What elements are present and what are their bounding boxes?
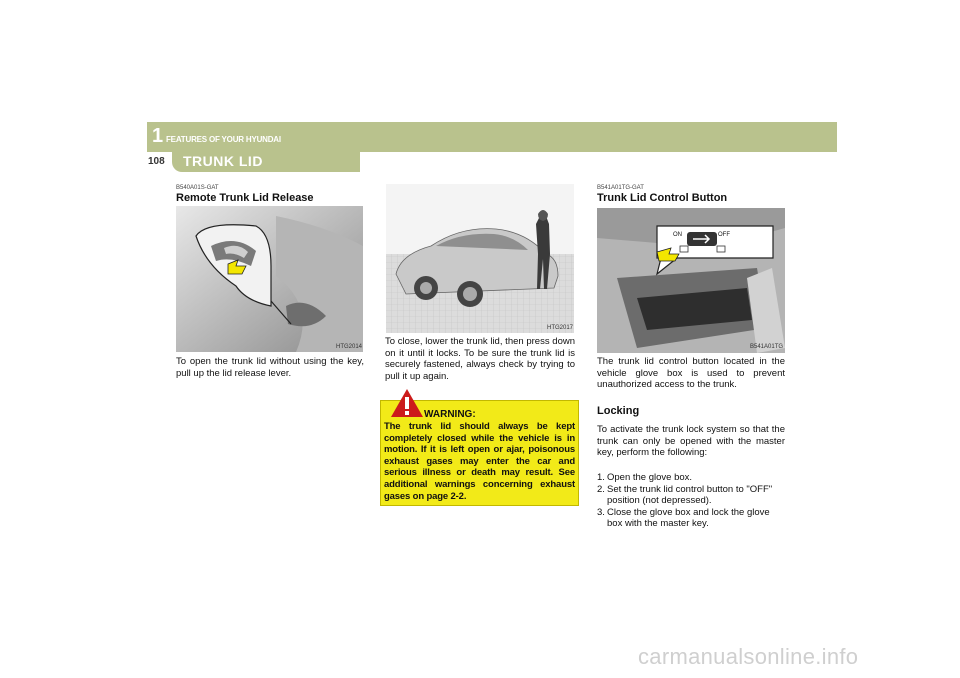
callout-on-label: ON	[673, 232, 682, 238]
car-trunk-photo	[386, 184, 574, 333]
watermark-text: carmanualsonline.info	[638, 644, 859, 669]
locking-steps-list	[597, 472, 785, 530]
left-image-code: HTG2014	[336, 344, 363, 350]
right-section-code: B541A01TG-GAT	[597, 185, 644, 191]
lever-illustration	[176, 206, 363, 352]
page-number: 108	[148, 156, 165, 167]
locking-intro-text: To activate the trunk lock system so that the trunk can only be opened with the master key, perform the following:	[597, 424, 785, 458]
warning-text: The trunk lid should always be kept completely closed while the vehicle is in motion. If it is left open or ajar, poisonous exhaust gases may enter the car and serious illness or death may result. See additional warnings concerning exhaust gases on page 2-2.	[384, 421, 575, 502]
right-heading: Trunk Lid Control Button	[597, 192, 728, 204]
middle-body-text: To close, lower the trunk lid, then press down on it until it locks. To be sure the trunk lid is securely fastened, always check by trying to pull it up again.	[385, 336, 575, 382]
right-image-code: B541A01TG	[750, 344, 784, 350]
left-heading: Remote Trunk Lid Release	[176, 192, 314, 204]
page-title: TRUNK LID	[183, 153, 263, 169]
remote-release-photo	[176, 206, 363, 352]
right-body-text: The trunk lid control button located in the vehicle glove box is used to prevent unauthorized access to the trunk.	[597, 356, 785, 390]
warning-title: WARNING:	[424, 409, 476, 420]
left-body-text: To open the trunk lid without using the key, pull up the lid release lever.	[176, 356, 364, 379]
left-section-code: B540A01S-GAT	[176, 185, 219, 191]
list-item: 3. Close the glove box and lock the glove box with the master key.	[597, 506, 770, 529]
list-item: 1. Open the glove box.	[597, 472, 693, 483]
chapter-number: 1	[152, 125, 164, 147]
callout-off-label: OFF	[718, 232, 730, 238]
locking-heading: Locking	[597, 405, 640, 417]
car-illustration	[386, 184, 574, 333]
glove-box-illustration	[597, 208, 785, 353]
section-title: FEATURES OF YOUR HYUNDAI	[166, 135, 281, 144]
list-item: 2. Set the trunk lid control button to "OFF" position (not depressed).	[597, 483, 773, 506]
middle-image-code: HTG2017	[547, 325, 574, 331]
exclamation-triangle-icon	[390, 388, 424, 423]
glove-box-photo	[597, 208, 785, 353]
